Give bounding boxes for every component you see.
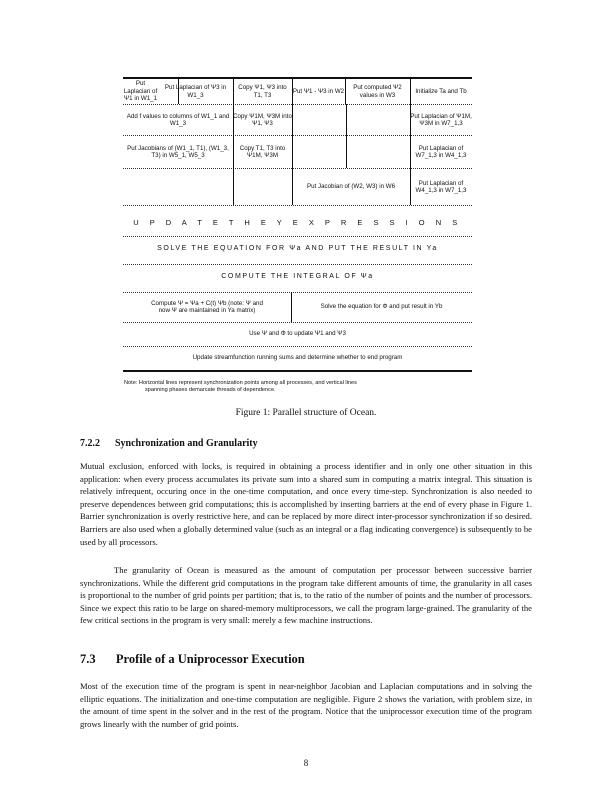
- cell-text: Put Laplacian of W4_1,3 in W7_1,3: [415, 179, 467, 194]
- cell-text: Put computed Ψ2 values in W3: [353, 84, 402, 99]
- thread-line: [292, 104, 293, 205]
- section-heading-7-2-2: [80, 438, 258, 449]
- sync-line: [123, 205, 472, 206]
- figure-note-line2: spanning phases demarcate threads of dependence.: [145, 387, 276, 393]
- section-title: Synchronization and Granularity: [115, 438, 258, 449]
- row1-divider: [410, 79, 411, 104]
- sync-line: [123, 322, 472, 323]
- band-update: U P D A T E T H E Y E X P R E S S I O N S: [133, 218, 462, 227]
- thread-line: [346, 104, 347, 168]
- cell-text: Put Ψ1 - Ψ3 in W2: [292, 87, 345, 95]
- figure-bottom-rule: [123, 370, 472, 372]
- cell-r1-c2: [158, 79, 233, 104]
- cell-r1-c4: [292, 79, 345, 104]
- band-compute: COMPUTE THE INTEGRAL OF Ψa: [221, 273, 374, 280]
- cell-text: Copy Ψ1, Ψ3 into T1, T3: [238, 84, 287, 99]
- cell-r2-c2: [233, 105, 292, 135]
- thread-line: [410, 104, 411, 205]
- cell-r3-c5: [410, 136, 472, 168]
- cell-r1-c6: [410, 79, 472, 104]
- section-heading-7-3: [80, 652, 305, 667]
- cell-r1-c3: [233, 79, 292, 104]
- cell-r1-c5: [345, 79, 410, 104]
- cell-text: Put Jacobians of (W1_1, T1), (W1_3, T3) in W5_1, W5_3: [127, 144, 229, 159]
- row1-divider: [178, 79, 179, 104]
- section-title: Profile of a Uniprocessor Execution: [115, 652, 305, 666]
- band-solve: SOLVE THE EQUATION FOR Ψa AND PUT THE RESULT IN Ya: [157, 245, 438, 252]
- cell-r3-c2: [233, 136, 292, 168]
- sync-line: [123, 264, 472, 265]
- band-final: Update streamfunction running sums and determine whether to end program: [192, 354, 403, 361]
- figure-caption: Figure 1: Parallel structure of Ocean.: [235, 408, 377, 418]
- band-use: Use Ψ and Φ to update Ψ1 and Ψ3: [249, 330, 346, 337]
- cell-text: Copy T1, T3 into Ψ1M, Ψ3M: [239, 144, 286, 159]
- cell-text: Add f values to columns of W1_1 and W1_3: [126, 112, 230, 127]
- paragraph-uniprocessor-profile: Most of the execution time of the program is spent in near-neighbor Jacobian and Laplacian computations and in solving the elliptic equations. The initialization and one-time computation are negligible. Figure 2 shows the variation, with problem size, in the amount of time spent in the solver and in the rest of the program. Notice that the uniprocessor execution time of the program grows linearly with the number of grid points.: [80, 681, 532, 729]
- cell-text: Put Laplacian of Ψ3 in W1_3: [164, 84, 227, 99]
- section-number: 7.2.2: [80, 438, 100, 449]
- sync-line: [123, 236, 472, 237]
- page-number: 8: [303, 758, 309, 768]
- cell-text: Initialize Ta and Tb: [415, 87, 467, 95]
- cell-text: Copy Ψ1M, Ψ3M into Ψ1, Ψ3: [233, 112, 292, 127]
- cell-text: Put Jacobian of (W2, W3) in W6: [306, 183, 396, 191]
- cell-r3-c1: [123, 136, 233, 168]
- section-number: 7.3: [80, 652, 96, 666]
- thread-line: [233, 104, 234, 205]
- split-left: [123, 293, 291, 321]
- cell-r2-c5: [410, 105, 472, 135]
- figure-note-line1: Note: Horizontal lines represent synchronization points among all processes, and vertical lines: [124, 380, 357, 386]
- paragraph-mutual-exclusion: Mutual exclusion, enforced with locks, is required in obtaining a process identifier and in only one other situation in this application: when every process accumulates its private sum into a shared sum in computing a matrix integral. This situation is relatively infrequent, occuring once in the one-time computation, and once every time-step. Synchronization is also needed to preserve dependences between grid computations; this is accomplished by inserting barriers at the end of every phase in Figure 1. Barrier synchronization is overly restrictive here, and can be replaced by more direct inter-processor synchronization if so desired. Barriers are also used when a globally determined value (such as an integral or a flag indicating convergence) is subsequently to be used by all processors.: [80, 461, 532, 547]
- cell-r4-c3: [292, 169, 410, 205]
- cell-text: Compute Ψ = Ψa + C(t) Ψb (note: Ψ and now Ψ are maintained in Ya matrix): [151, 299, 263, 314]
- cell-text: Put Laplacian of W7_1,3 in W4_1,3: [415, 144, 467, 159]
- row1-divider: [233, 79, 234, 104]
- paragraph-granularity: The granularity of Ocean is measured as the amount of computation per processor between successive barrier synchronizations. While the different grid computations in the program take different amounts of time, the granularity in all cases is proportional to the number of grid points per partition; that is, to the ratio of the number of points and the number of processors. Since we expect this ratio to be large on shared-memory multiprocessors, we call the program large-grained. The granularity of the few critical sections in the program is very small: merely a few machine instructions.: [80, 565, 532, 626]
- sync-line: [123, 346, 472, 347]
- cell-r2-c1: [123, 105, 233, 135]
- row1-divider: [292, 79, 293, 104]
- split-right: [291, 293, 472, 321]
- cell-r1-c1: [123, 79, 158, 104]
- cell-text: Put Laplacian of Ψ1M, Ψ3M in W7_1,3: [410, 112, 472, 127]
- row1-divider: [345, 79, 346, 104]
- cell-text: Put Laplacian of Ψ1 in W1_1: [123, 80, 158, 103]
- cell-text: Solve the equation for Φ and put result in Yb: [320, 303, 443, 311]
- cell-r4-c4: [410, 169, 472, 205]
